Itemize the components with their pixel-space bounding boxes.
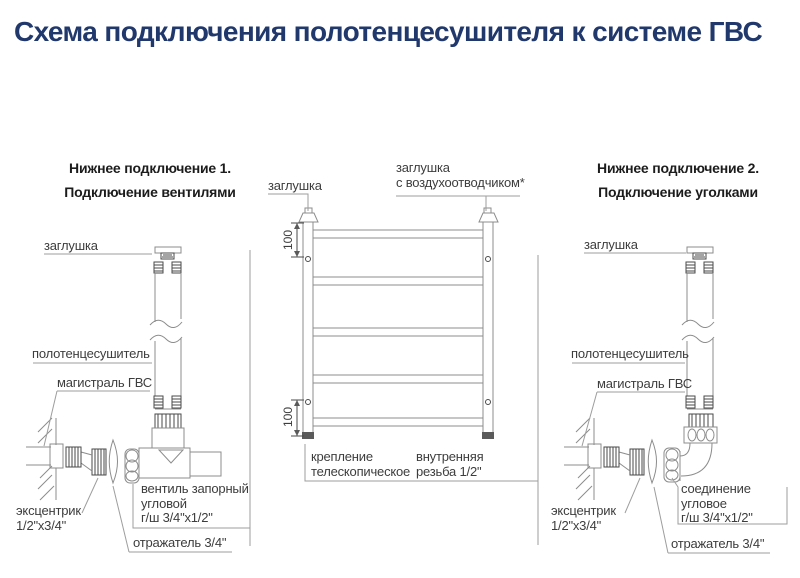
middle-mount-holes: [306, 257, 491, 405]
right-pipe-top-threads: [686, 262, 713, 273]
right-label-eccentric: эксцентрик 1/2"х3/4": [551, 503, 616, 533]
right-cap: [687, 247, 713, 259]
right-pipe-bottom-threads: [686, 396, 713, 409]
page-title: Схема подключения полотенцесушителя к системе ГВС: [14, 16, 763, 47]
left-label-towel-rail: полотенцесушитель: [32, 346, 150, 361]
right-angle-elbow: [664, 414, 717, 482]
left-wall: [26, 418, 63, 500]
left-label-cap: заглушка: [44, 238, 98, 253]
right-label-reflector: отражатель 3/4": [671, 536, 765, 551]
middle-rungs: [313, 230, 483, 426]
left-label-eccentric: эксцентрик 1/2"х3/4": [16, 503, 81, 533]
right-reflector: [648, 440, 656, 483]
right-elbow-union-nut: [664, 448, 680, 482]
left-angle-valve: [125, 414, 221, 483]
middle-label-cap: заглушка: [268, 178, 322, 193]
middle-label-thread: внутренняя резьба 1/2": [416, 449, 484, 479]
right-label-cap: заглушка: [584, 237, 638, 252]
left-label-valve: вентиль запорный угловой г/ш 3/4"х1/2": [141, 481, 249, 525]
right-label-towel-rail: полотенцесушитель: [571, 346, 689, 361]
left-towel-pipe: [150, 273, 182, 396]
left-pipe-top-threads: [154, 262, 181, 273]
right-eccentric: [604, 447, 644, 475]
middle-right-cap: [479, 208, 498, 222]
left-section-title: Нижнее подключение 1.: [69, 160, 231, 176]
left-label-main-line: магистраль ГВС: [57, 375, 152, 390]
left-reflector: [109, 440, 117, 483]
right-label-main-line: магистраль ГВС: [597, 376, 692, 391]
right-section-title: Нижнее подключение 2.: [597, 160, 759, 176]
left-eccentric: [66, 447, 106, 475]
dim-bottom-100-label: 100: [281, 406, 295, 428]
left-cap: [155, 247, 181, 259]
middle-right-foot: [482, 432, 494, 439]
middle-label-mount: крепление телескопическое: [311, 449, 411, 479]
dim-top-100-label: 100: [281, 229, 295, 251]
middle-diagram: [268, 194, 538, 545]
right-wall: [564, 418, 601, 500]
right-section-subtitle: Подключение уголками: [598, 184, 758, 200]
left-pipe-bottom-threads: [154, 396, 181, 409]
left-label-reflector: отражатель 3/4": [133, 535, 227, 550]
left-valve-union-nut: [125, 449, 139, 483]
middle-label-air-vent: заглушка с воздухоотводчиком*: [396, 160, 525, 190]
left-section-subtitle: Подключение вентилями: [64, 184, 236, 200]
right-label-elbow: соединение угловое г/ш 3/4"х1/2": [681, 481, 753, 525]
